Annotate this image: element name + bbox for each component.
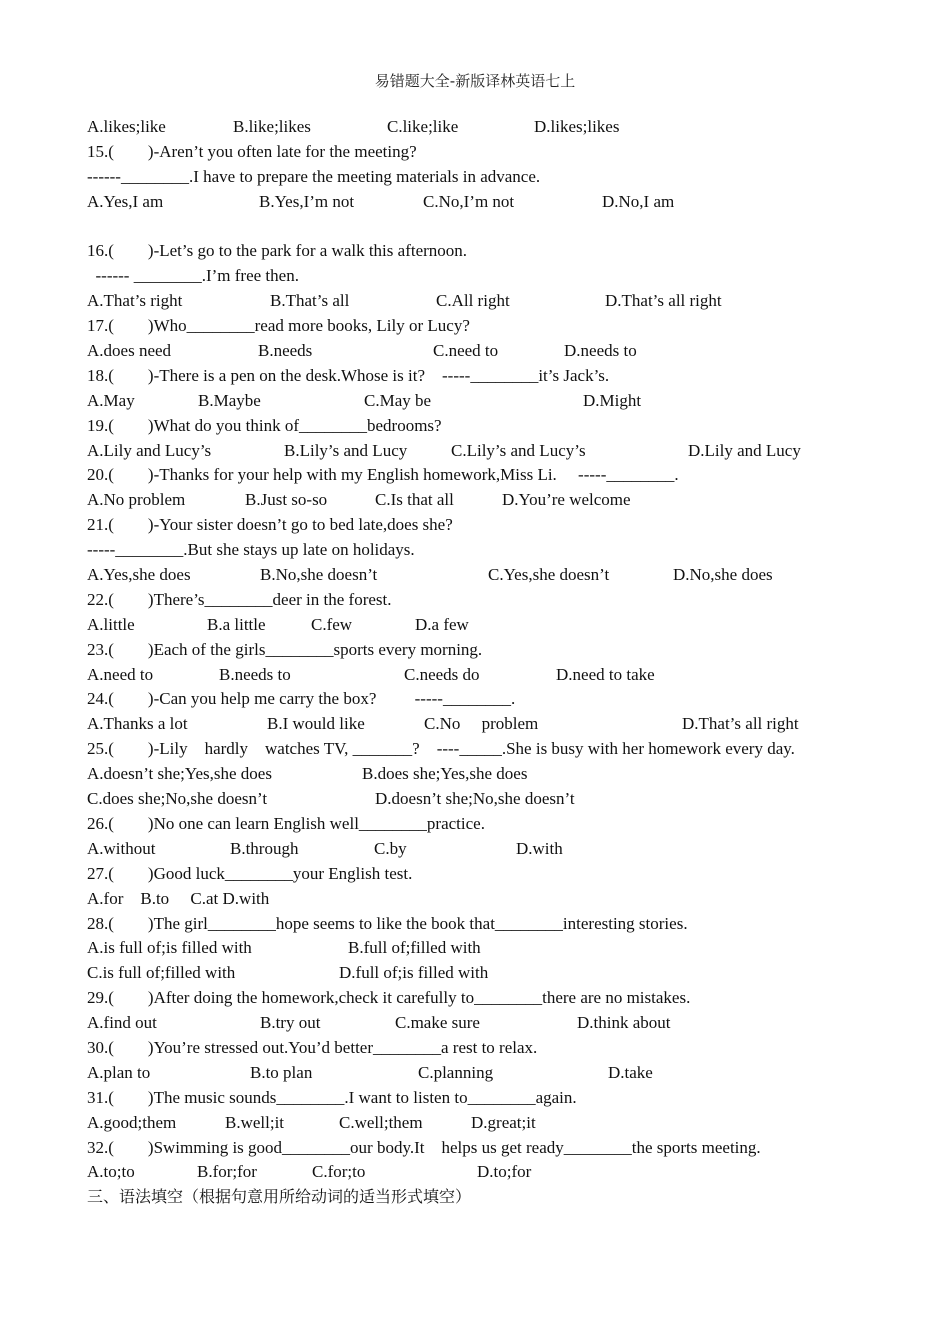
options-line xyxy=(87,115,917,140)
option-a: A.doesn’t she;Yes,she does xyxy=(87,764,272,784)
option-a: A.Lily and Lucy’s xyxy=(87,440,212,460)
option-b: B.No,she doesn’t xyxy=(260,565,378,585)
options-line xyxy=(87,488,917,513)
options-line xyxy=(87,1061,917,1086)
question-line: 29.( )After doing the homework,check it carefully to________there are no mistakes. xyxy=(87,988,691,1008)
option-d: D.Might xyxy=(583,390,642,410)
option-a: A.No problem xyxy=(87,490,186,510)
option-d: D.with xyxy=(516,838,563,858)
option-a: C.does she;No,she doesn’t xyxy=(87,789,268,809)
option-d: D.That’s all right xyxy=(605,291,722,311)
option-d: D.No,I am xyxy=(602,191,675,211)
question-line: 18.( )-There is a pen on the desk.Whose is it? -----________it’s Jack’s. xyxy=(87,365,610,385)
question-line: ------________.I have to prepare the meeting materials in advance. xyxy=(87,166,541,186)
options-line xyxy=(87,712,917,737)
option-b: B.Just so-so xyxy=(245,490,328,510)
option-c: C.No,I’m not xyxy=(423,191,515,211)
question-line: 27.( )Good luck________your English test. xyxy=(87,863,413,883)
option-b: B.like;likes xyxy=(233,117,311,136)
option-d: D.great;it xyxy=(471,1112,536,1132)
option-b: D.full of;is filled with xyxy=(339,963,489,983)
option-a: A.plan to xyxy=(87,1062,151,1082)
option-b: B.Maybe xyxy=(198,390,261,410)
question-line: 23.( )Each of the girls________sports every morning. xyxy=(87,639,483,659)
question-line: 20.( )-Thanks for your help with my English homework,Miss Li. -----________. xyxy=(87,465,679,485)
option-c: C.Yes,she doesn’t xyxy=(488,565,610,585)
option-c: C.well;them xyxy=(339,1112,423,1132)
option-b: B.does she;Yes,she does xyxy=(362,764,528,784)
question-line: 19.( )What do you think of________bedrooms? xyxy=(87,415,442,435)
option-a: A.without xyxy=(87,838,156,858)
section-title: 三、语法填空（根据句意用所给动词的适当形式填空） xyxy=(87,1187,472,1207)
question-line: 30.( )You’re stressed out.You’d better________a rest to relax. xyxy=(87,1037,538,1057)
page-header: 易错题大全-新版译林英语七上 xyxy=(374,72,576,90)
option-c: C.needs do xyxy=(404,664,480,684)
option-a: C.is full of;filled with xyxy=(87,963,236,983)
options-line xyxy=(87,1011,917,1036)
question-line: A.for B.to C.at D.with xyxy=(87,888,270,908)
option-c: C.need to xyxy=(433,341,499,361)
option-b: B.well;it xyxy=(225,1112,285,1132)
option-a: A.Thanks a lot xyxy=(87,714,188,734)
options-line xyxy=(87,1111,917,1136)
option-a: A.Yes,she does xyxy=(87,565,191,585)
question-line: 15.( )-Aren’t you often late for the meeting? xyxy=(87,141,417,161)
question-line: 32.( )Swimming is good________our body.It helps us get ready________the sports meeting. xyxy=(87,1137,761,1157)
option-c: C.by xyxy=(374,838,407,858)
options-line xyxy=(87,1160,917,1185)
option-c: C.Lily’s and Lucy’s xyxy=(451,440,586,460)
option-a: A.does need xyxy=(87,341,172,361)
option-c: C.planning xyxy=(418,1062,494,1082)
options-line xyxy=(87,613,917,638)
option-a: A.to;to xyxy=(87,1162,135,1182)
option-b: B.through xyxy=(230,838,299,858)
option-c: C.Is that all xyxy=(375,490,454,510)
option-d: D.to;for xyxy=(477,1162,532,1182)
option-c: C.No problem xyxy=(424,714,539,734)
options-line xyxy=(87,936,917,961)
question-line: 21.( )-Your sister doesn’t go to bed late,does she? xyxy=(87,515,453,535)
option-c: C.May be xyxy=(364,390,432,410)
option-b: B.Yes,I’m not xyxy=(259,191,355,211)
option-a: A.likes;like xyxy=(87,117,166,136)
question-line: 24.( )-Can you help me carry the box? -----________. xyxy=(87,689,516,709)
option-d: D.a few xyxy=(415,614,469,634)
option-c: C.All right xyxy=(436,291,510,311)
question-line: 26.( )No one can learn English well________practice. xyxy=(87,813,485,833)
option-c: C.like;like xyxy=(387,117,459,136)
blank-line xyxy=(87,215,917,240)
option-b: B.a little xyxy=(207,614,266,634)
question-line: 25.( )-Lily hardly watches TV, _______? ----_____.She is busy with her homework every day. xyxy=(87,739,795,759)
option-b: B.I would like xyxy=(267,714,365,734)
option-a: A.good;them xyxy=(87,1112,177,1132)
option-b: B.full of;filled with xyxy=(348,938,481,958)
options-line xyxy=(87,663,917,688)
option-b: B.needs to xyxy=(219,664,291,684)
question-line: 28.( )The girl________hope seems to like the book that________interesting stories. xyxy=(87,913,688,933)
options-line xyxy=(87,439,917,464)
option-b: B.for;for xyxy=(197,1162,257,1182)
options-line xyxy=(87,961,917,986)
option-b: D.doesn’t she;No,she doesn’t xyxy=(375,789,575,809)
question-line: 31.( )The music sounds________.I want to listen to________again. xyxy=(87,1087,577,1107)
option-d: D.take xyxy=(608,1062,653,1082)
options-line xyxy=(87,339,917,364)
options-line xyxy=(87,837,917,862)
option-a: A.Yes,I am xyxy=(87,191,164,211)
question-list xyxy=(87,115,917,1210)
option-a: A.is full of;is filled with xyxy=(87,938,252,958)
option-d: D.need to take xyxy=(556,664,655,684)
question-line: 17.( )Who________read more books, Lily or Lucy? xyxy=(87,316,470,336)
options-line xyxy=(87,289,917,314)
option-a: A.need to xyxy=(87,664,154,684)
option-b: B.That’s all xyxy=(270,291,350,311)
option-a: A.May xyxy=(87,390,135,410)
option-c: C.for;to xyxy=(312,1162,366,1182)
option-d: D.likes;likes xyxy=(534,117,620,136)
option-a: A.find out xyxy=(87,1013,157,1033)
option-d: D.think about xyxy=(577,1013,671,1033)
option-b: B.needs xyxy=(258,341,313,361)
option-b: B.to plan xyxy=(250,1062,313,1082)
option-a: A.That’s right xyxy=(87,291,183,311)
option-b: B.Lily’s and Lucy xyxy=(284,440,408,460)
options-line xyxy=(87,389,917,414)
option-d: D.That’s all right xyxy=(682,714,799,734)
option-d: D.needs to xyxy=(564,341,637,361)
options-line xyxy=(87,787,917,812)
question-line: ------ ________.I’m free then. xyxy=(87,266,299,286)
question-line: -----________.But she stays up late on holidays. xyxy=(87,540,415,560)
options-line xyxy=(87,190,917,215)
options-line xyxy=(87,563,917,588)
options-line xyxy=(87,762,917,787)
option-b: B.try out xyxy=(260,1013,321,1033)
option-c: C.few xyxy=(311,614,353,634)
option-a: A.little xyxy=(87,614,135,634)
question-line: 16.( )-Let’s go to the park for a walk this afternoon. xyxy=(87,241,468,261)
question-line: 22.( )There’s________deer in the forest. xyxy=(87,589,392,609)
option-d: D.You’re welcome xyxy=(502,490,631,510)
option-d: D.No,she does xyxy=(673,565,773,585)
option-c: C.make sure xyxy=(395,1013,480,1033)
option-d: D.Lily and Lucy xyxy=(688,440,801,460)
